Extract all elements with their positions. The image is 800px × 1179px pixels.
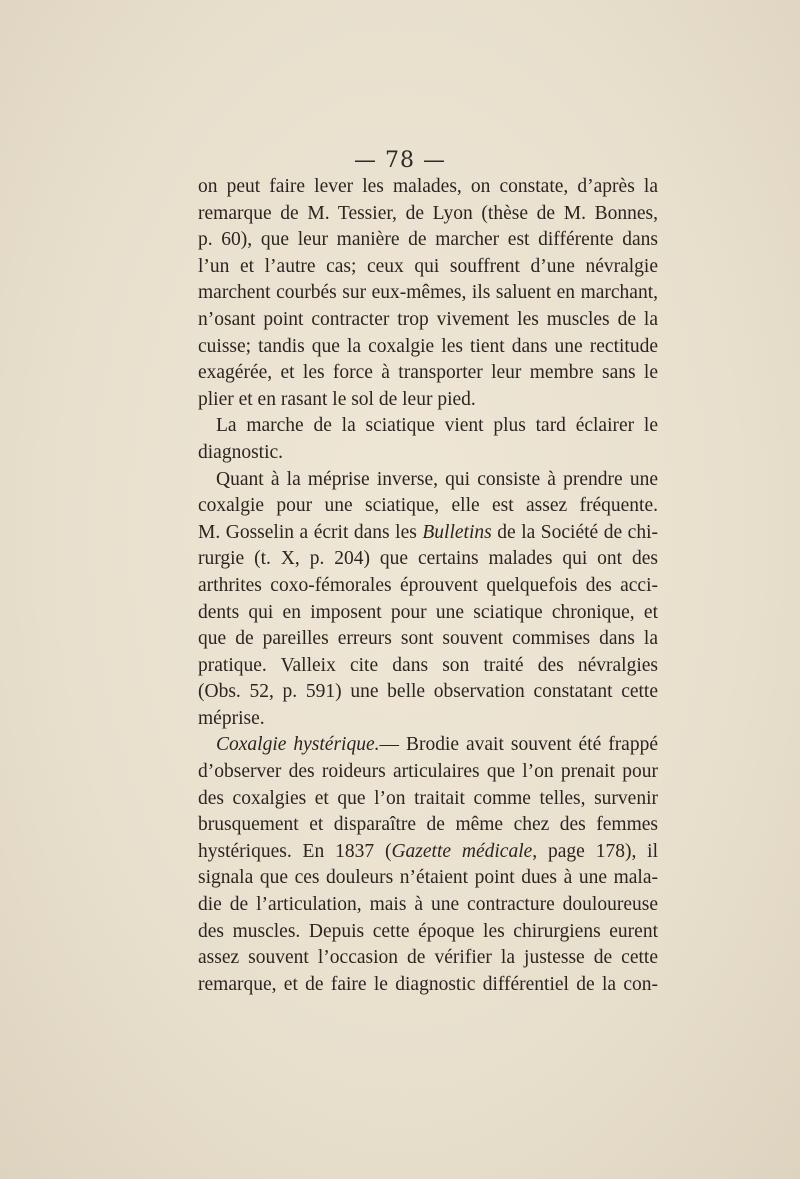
text-line	[198, 546, 658, 573]
text-segment: marchent courbés sur eux-mêmes, ils saluent en marchant,	[198, 282, 658, 304]
text-segment: — Brodie avait souvent été frappé	[379, 734, 658, 756]
text-line	[198, 307, 658, 334]
text-segment: n’osant point contracter trop vivement les muscles de la	[198, 308, 658, 330]
italic-text: Coxalgie hystérique.	[216, 734, 380, 756]
text-line	[198, 812, 658, 839]
text-line	[198, 174, 658, 201]
text-segment: hystériques. En 1837 (	[198, 840, 392, 862]
text-line	[198, 493, 658, 520]
text-line	[198, 254, 658, 281]
text-segment: que de pareilles erreurs sont souvent commises dans la	[198, 628, 658, 650]
text-line	[198, 626, 658, 653]
text-segment: des muscles. Depuis cette époque les chirurgiens eurent	[198, 920, 658, 942]
body-text	[198, 174, 658, 998]
text-segment: diagnostic.	[198, 441, 284, 463]
text-segment: assez souvent l’occasion de vérifier la justesse de cette	[198, 947, 658, 969]
text-segment: l’un et l’autre cas; ceux qui souffrent d’une névralgie	[198, 255, 658, 277]
text-segment: remarque de M. Tessier, de Lyon (thèse de M. Bonnes,	[198, 202, 658, 224]
text-line	[198, 653, 658, 680]
text-segment: méprise.	[198, 707, 265, 729]
text-line	[198, 387, 658, 414]
text-line	[198, 865, 658, 892]
page-number: — 78 —	[354, 148, 446, 173]
text-segment: M. Gosselin a écrit dans les	[198, 521, 423, 543]
text-line	[198, 919, 658, 946]
text-segment: cuisse; tandis que la coxalgie les tient dans une rectitude	[198, 335, 658, 357]
text-segment: die de l’articulation, mais à une contracture douloureuse	[198, 894, 658, 916]
italic-text: Gazette médicale	[391, 840, 533, 862]
text-segment: on peut faire lever les malades, on constate, d’après la	[198, 176, 658, 197]
text-segment: La marche de la sciatique vient plus tard éclairer le	[216, 415, 658, 437]
text-segment: des coxalgies et que l’on traitait comme telles, survenir	[198, 787, 658, 809]
text-segment: rurgie (t. X, p. 204) que certains malades qui ont des	[198, 548, 658, 570]
text-line	[198, 573, 658, 600]
text-segment: de la Société de chi-	[491, 521, 658, 543]
text-segment: plier et en rasant le sol de leur pied.	[198, 388, 476, 410]
text-line	[198, 600, 658, 627]
text-segment: brusquement et disparaître de même chez des femmes	[198, 814, 658, 836]
text-line	[198, 520, 658, 547]
text-segment: dents qui en imposent pour une sciatique chronique, et	[198, 601, 658, 623]
text-line	[198, 759, 658, 786]
text-line	[198, 786, 658, 813]
text-line	[198, 201, 658, 228]
text-segment: remarque, et de faire le diagnostic différentiel de la con-	[198, 973, 658, 995]
text-line	[198, 839, 658, 866]
text-line	[198, 440, 658, 467]
text-segment: exagérée, et les force à transporter leur membre sans le	[198, 362, 658, 384]
italic-text: Bulletins	[422, 521, 492, 543]
text-line	[198, 679, 658, 706]
text-line	[198, 467, 658, 494]
text-segment: (Obs. 52, p. 591) une belle observation constatant cette	[198, 681, 658, 703]
text-segment: , page 178), il	[532, 840, 659, 862]
text-line	[198, 227, 658, 254]
text-segment: coxalgie pour une sciatique, elle est assez fréquente.	[198, 495, 658, 517]
text-segment: signala que ces douleurs n’étaient point dues à une mala-	[198, 867, 658, 889]
text-line	[198, 334, 658, 361]
text-line	[198, 706, 658, 733]
text-line	[198, 945, 658, 972]
text-segment: arthrites coxo-fémorales éprouvent quelquefois des acci-	[198, 574, 658, 596]
text-line	[198, 280, 658, 307]
text-segment: d’observer des roideurs articulaires que l’on prenait pour	[198, 761, 658, 783]
text-line	[198, 413, 658, 440]
text-line	[198, 732, 658, 759]
text-line	[198, 360, 658, 387]
text-segment: pratique. Valleix cite dans son traité des névralgies	[198, 654, 658, 676]
text-segment: p. 60), que leur manière de marcher est différente dans	[198, 229, 658, 251]
text-segment: Quant à la méprise inverse, qui consiste à prendre une	[216, 468, 658, 490]
text-line	[198, 972, 658, 999]
text-line	[198, 892, 658, 919]
